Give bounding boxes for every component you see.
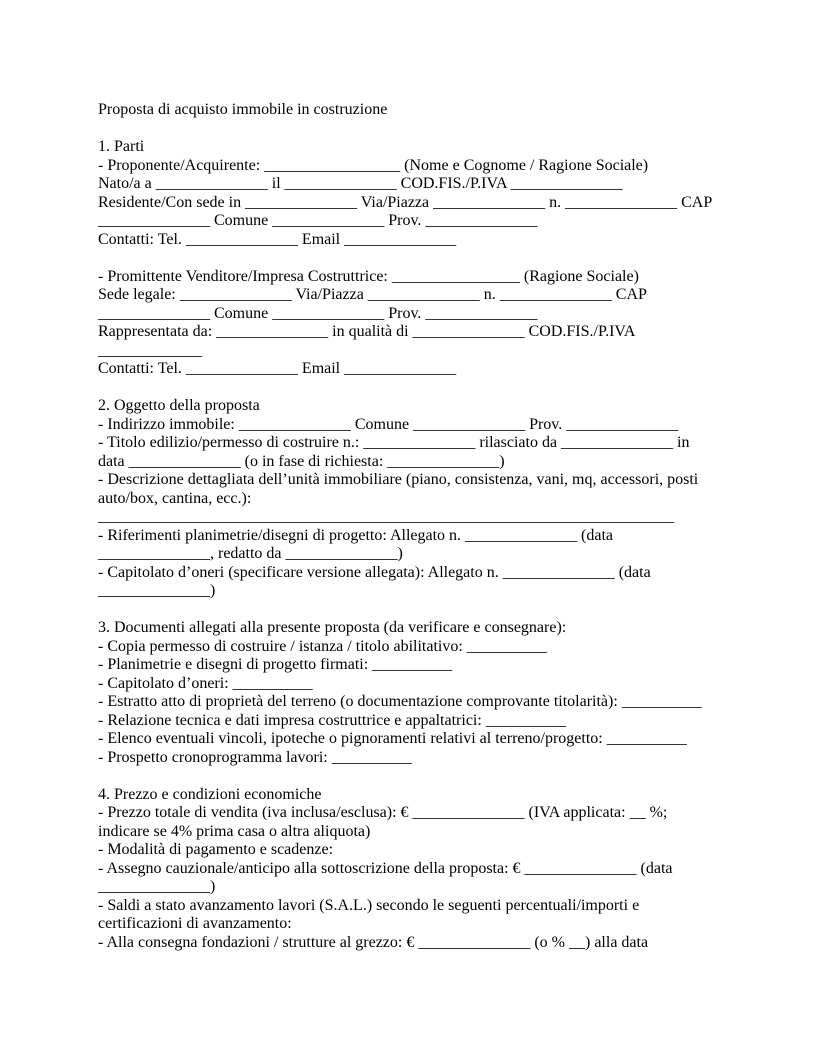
text-line: Contatti: Tel. ______________ Email ______________	[98, 230, 457, 248]
text-line: ______________ Comune ______________ Prov. ______________	[98, 212, 538, 229]
text-line: ________________________________________________________________________	[98, 508, 674, 525]
text-line: - Titolo edilizio/permesso di costruire n.: ______________ rilasciato da ______________ in	[98, 434, 690, 451]
text-line: 3. Documenti allegati alla presente proposta (da verificare e consegnare):	[98, 619, 567, 636]
blank-line	[98, 249, 726, 268]
text-line: indicare se 4% prima casa o altra aliquota)	[98, 822, 371, 840]
text-line: Residente/Con sede in ______________ Via/Piazza ______________ n. ______________ CAP	[98, 193, 713, 211]
text-line: - Assegno cauzionale/anticipo alla sottoscrizione della proposta: € ______________ (data	[98, 859, 673, 877]
text-line: - Relazione tecnica e dati impresa costruttrice e appaltatrici: __________	[98, 711, 566, 729]
text-line: - Copia permesso di costruire / istanza / titolo abilitativo: __________	[98, 637, 547, 655]
text-line: - Capitolato d’oneri (specificare versione allegata): Allegato n. ______________ (data	[98, 563, 651, 581]
text-line: Rappresentata da: ______________ in qualità di ______________ COD.FIS./P.IVA	[98, 323, 636, 340]
text-line: Nato/a a ______________ il ______________ COD.FIS./P.IVA ______________	[98, 175, 623, 192]
text-line: ______________ Comune ______________ Prov. ______________	[98, 304, 538, 322]
document-title: Proposta di acquisto immobile in costruzione	[98, 101, 388, 118]
text-line: 1. Parti	[98, 138, 145, 155]
text-line: 4. Prezzo e condizioni economiche	[98, 785, 322, 803]
text-line: - Capitolato d’oneri: __________	[98, 674, 313, 692]
text-line: - Saldi a stato avanzamento lavori (S.A.L.) secondo le seguenti percentuali/importi e	[98, 896, 640, 914]
text-line: ______________)	[98, 582, 216, 599]
blank-line	[98, 601, 726, 620]
text-line: - Riferimenti planimetrie/disegni di progetto: Allegato n. ______________ (data	[98, 526, 614, 544]
text-line: - Indirizzo immobile: ______________ Comune ______________ Prov. ______________	[98, 415, 679, 433]
text-line: Contatti: Tel. ______________ Email ______________	[98, 360, 457, 377]
text-line: - Modalità di pagamento e scadenze:	[98, 841, 334, 858]
text-line: - Proponente/Acquirente: _________________ (Nome e Cognome / Ragione Sociale)	[98, 156, 649, 174]
text-line: auto/box, cantina, ecc.):	[98, 489, 252, 507]
text-line: - Prezzo totale di vendita (iva inclusa/esclusa): € ______________ (IVA applicata: __ %;	[98, 804, 668, 821]
text-line: - Prospetto cronoprogramma lavori: __________	[98, 748, 412, 766]
text-line: ______________)	[98, 878, 216, 895]
text-line: - Elenco eventuali vincoli, ipoteche o pignoramenti relativi al terreno/progetto: __________	[98, 730, 687, 747]
text-line: - Planimetrie e disegni di progetto firmati: __________	[98, 656, 453, 673]
blank-line	[98, 767, 726, 786]
text-line: Sede legale: ______________ Via/Piazza ______________ n. ______________ CAP	[98, 286, 647, 303]
text-line: ______________, redatto da ______________)	[98, 545, 403, 562]
text-line: _____________	[98, 341, 202, 359]
text-line: certificazioni di avanzamento:	[98, 915, 292, 932]
blank-line	[98, 379, 726, 398]
text-line: - Descrizione dettagliata dell’unità immobiliare (piano, consistenza, vani, mq, accessori, posti	[98, 471, 699, 488]
text-line: - Promittente Venditore/Impresa Costruttrice: ________________ (Ragione Sociale)	[98, 267, 639, 285]
text-line: data ______________ (o in fase di richiesta: ______________)	[98, 452, 505, 470]
blank-line	[98, 120, 726, 139]
document-content	[98, 101, 726, 952]
text-line: 2. Oggetto della proposta	[98, 397, 260, 414]
text-line: - Alla consegna fondazioni / strutture al grezzo: € ______________ (o % __) alla data	[98, 933, 649, 951]
text-line: - Estratto atto di proprietà del terreno (o documentazione comprovante titolarità): __________	[98, 693, 702, 710]
